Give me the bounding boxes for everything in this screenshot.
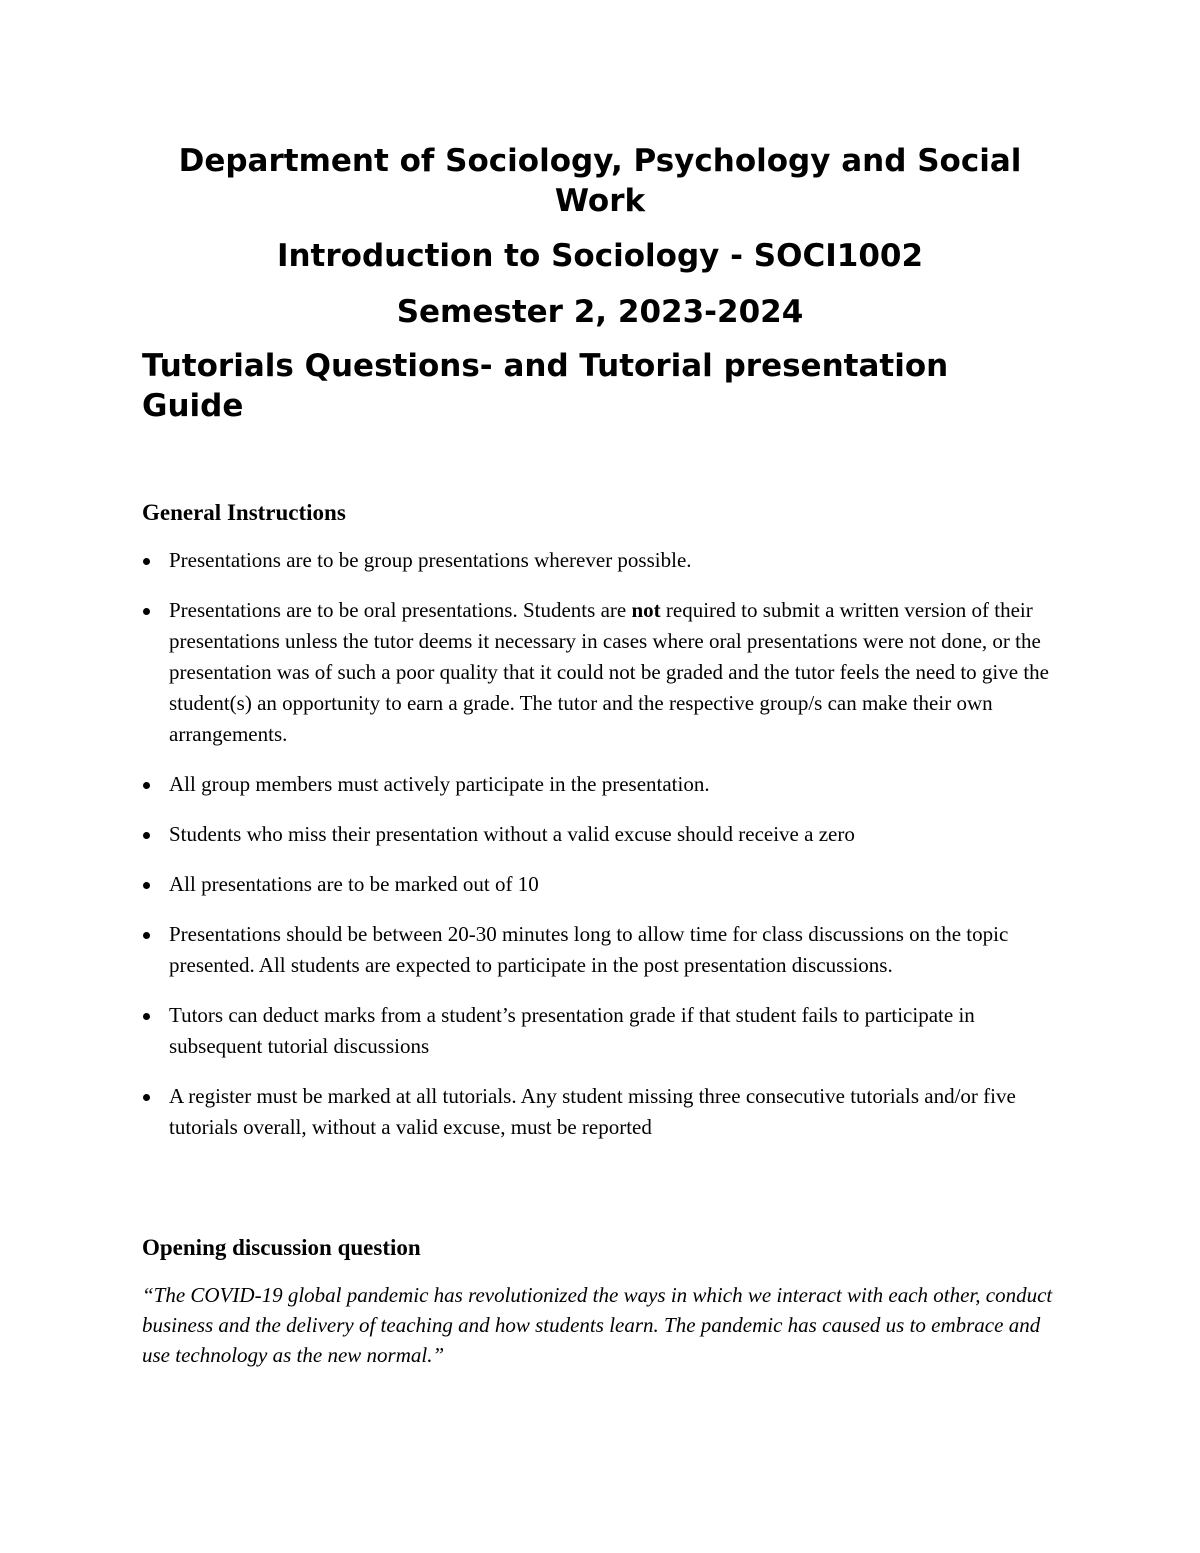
list-item-text-end: required to submit a written version of their presentations unless the tutor deems it necessary in cases where oral presentations were not done, or the presentation was of such a poor quality that it could not be graded and the tutor feels the need to give the student(s) an opportunity to earn a grade. The tutor and the respective group/s can make their own arrangements.	[169, 598, 1049, 746]
bullet-icon	[143, 1094, 150, 1101]
guide-title: Tutorials Questions- and Tutorial presentation Guide	[142, 348, 949, 424]
list-item	[142, 1081, 1072, 1143]
general-instructions-heading: General Instructions	[142, 500, 346, 525]
list-item-text: Presentations are to be group presentations wherever possible.	[169, 548, 692, 572]
list-item	[142, 769, 1072, 800]
bullet-icon	[143, 832, 150, 839]
bullet-icon	[143, 1013, 150, 1020]
list-item	[142, 545, 1072, 576]
bullet-icon	[143, 558, 150, 565]
bullet-icon	[143, 782, 150, 789]
emphasis-not: not	[631, 598, 661, 622]
list-item-text: Presentations should be between 20-30 minutes long to allow time for class discussions on the topic presented. All students are expected to participate in the post presentation discussions.	[169, 922, 1009, 977]
list-item	[142, 595, 1072, 750]
bullet-icon	[143, 608, 150, 615]
list-item	[142, 869, 1072, 900]
instructions-list	[142, 545, 1072, 1162]
list-item	[142, 819, 1072, 850]
bullet-icon	[143, 932, 150, 939]
bullet-icon	[143, 882, 150, 889]
opening-discussion-heading: Opening discussion question	[142, 1235, 421, 1260]
list-item	[142, 1000, 1072, 1062]
list-item	[142, 919, 1072, 981]
discussion-quote: “The COVID-19 global pandemic has revolutionized the ways in which we interact with each other, conduct business and the delivery of teaching and how students learn. The pandemic has caused us to embrace and use technology as the new normal.”	[142, 1283, 1053, 1367]
list-item-text: All presentations are to be marked out of 10	[169, 872, 539, 896]
list-item-text: A register must be marked at all tutorials. Any student missing three consecutive tutorials and/or five tutorials overall, without a valid excuse, must be reported	[169, 1084, 1016, 1139]
list-item-text: All group members must actively participate in the presentation.	[169, 772, 710, 796]
semester-heading: Semester 2, 2023-2024	[396, 294, 804, 330]
department-heading: Department of Sociology, Psychology and Social Work	[178, 143, 1022, 219]
list-item-text: Students who miss their presentation without a valid excuse should receive a zero	[169, 822, 855, 846]
course-heading: Introduction to Sociology - SOCI1002	[276, 238, 924, 274]
list-item-text: Tutors can deduct marks from a student’s presentation grade if that student fails to participate in subsequent tutorial discussions	[169, 1003, 975, 1058]
list-item-text-start: Presentations are to be oral presentations. Students are	[169, 598, 632, 622]
